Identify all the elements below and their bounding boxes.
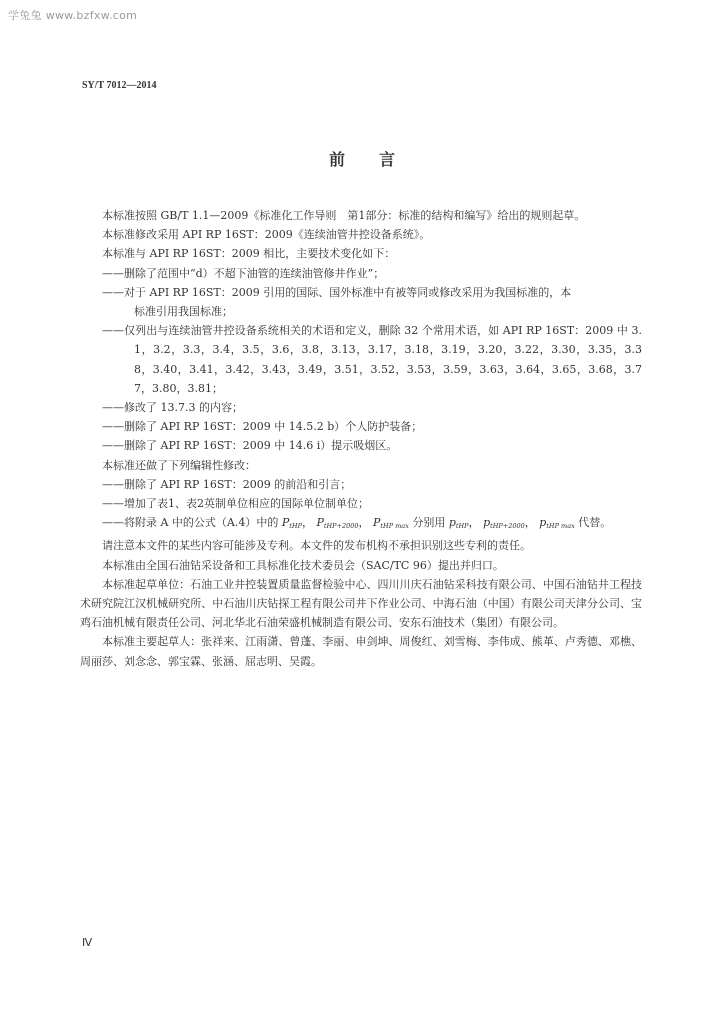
formula-sentence-mid: 分别用 bbox=[412, 516, 446, 530]
page-number: Ⅳ bbox=[82, 937, 93, 949]
formula-symbol: $p_{tHP}$ bbox=[448, 516, 469, 531]
paragraph-drafting-units: 本标准起草单位：石油工业井控装置质量监督检验中心、四川川庆石油钻采科技有限公司、中国石油钻井工程技术研究院江汉机械研究所、中石油川庆钻探工程有限公司井下作业公司、中海石油（中国）有限公司天津分公司、宝鸡石油机械有限责任公司、河北华北石油荣盛机械制造有限公司、安东石油技术（集团）有限公司。 bbox=[80, 577, 642, 630]
standard-code-header: SY/T 7012—2014 bbox=[82, 80, 157, 91]
paragraph-committee: 本标准由全国石油钻采设备和工具标准化技术委员会（SAC/TC 96）提出并归口。 bbox=[102, 558, 504, 572]
page-title: 前言 bbox=[328, 150, 429, 169]
list-item-editorial-1: ——删除了 API RP 16ST：2009 的前沿和引言； bbox=[102, 477, 352, 491]
watermark: 学兔兔 www.bzfxw.com bbox=[8, 9, 138, 22]
paragraph-editorial-intro: 本标准还做了下列编辑性修改： bbox=[102, 458, 256, 472]
list-item-change-6: ——删除了 API RP 16ST：2009 中 14.6 i）提示吸烟区。 bbox=[102, 439, 398, 453]
list-item-editorial-2: ——增加了表1、表2英制单位相应的国际单位制单位； bbox=[102, 497, 369, 511]
paragraph-patent-notice: 请注意本文件的某些内容可能涉及专利。本文件的发布机构不承担识别这些专利的责任。 bbox=[102, 539, 531, 553]
foreword-body bbox=[80, 206, 642, 671]
list-item-change-5: ——删除了 API RP 16ST：2009 中 14.5.2 b）个人防护装备； bbox=[102, 420, 423, 434]
formula-sentence-start: ——将附录 A 中的公式（A.4）中的 bbox=[102, 516, 279, 530]
paragraph-changes-intro: 本标准与 API RP 16ST：2009 相比，主要技术变化如下： bbox=[102, 247, 396, 261]
list-item-change-2-continued: 标准引用我国标准； bbox=[134, 305, 233, 319]
paragraph-drafting-rules: 本标准按照 GB/T 1.1—2009《标准化工作导则 第1部分：标准的结构和编写》给出的规则起草。 bbox=[102, 209, 586, 222]
list-item-change-2: ——对于 API RP 16ST：2009 引用的国际、国外标准中有被等同或修改采用为我国标准的，本 bbox=[102, 285, 572, 299]
formula-symbol: $p_{tHP+2000}$ bbox=[483, 516, 525, 531]
formula-symbol: $p_{tHP max}$ bbox=[539, 516, 575, 531]
paragraph-drafters: 本标准主要起草人：张祥来、江雨潇、曾蓬、李丽、申剑坤、周俊红、刘雪梅、李伟成、熊革、卢秀德、邓樵、周丽莎、刘念念、郭宝霖、张涵、屈志明、吴霞。 bbox=[80, 635, 642, 668]
formula-symbol: $P_{tHP max}$ bbox=[373, 516, 409, 531]
formula-symbol: $P_{tHP}$ bbox=[281, 516, 302, 531]
list-item-change-4: ——修改了 13.7.3 的内容； bbox=[102, 401, 243, 415]
list-item-editorial-3: ——将附录 A 中的公式（A.4）中的 $P_{tHP}$， $P_{tHP+2000}$， $P_{tHP max}$ 分别用 $p_{tHP}$， $p_{tHP+2000}$， $p_{tHP max}$ 代替。 bbox=[102, 516, 612, 531]
formula-symbol: $P_{tHP+2000}$ bbox=[316, 516, 359, 531]
list-item-change-3: ——仅列出与连续油管井控设备系统相关的术语和定义，删除 32 个常用术语，如 API RP 16ST：2009 中 3.1，3.2，3.3，3.4，3.5，3.6，3.8，3.13，3.17，3.18，3.19，3.20，3.22，3.30，3.35，3.38，3.40，3.41，3.42，3.43，3.49，3.51，3.52，3.53，3.59，3.63，3.64，3.65，3.68，3.77，3.80，3.81； bbox=[102, 324, 642, 395]
formula-sentence-end: 代替。 bbox=[578, 516, 612, 530]
list-item-change-1: ——删除了范围中“d）不超下油管的连续油管修井作业”； bbox=[102, 266, 385, 280]
paragraph-adoption: 本标准修改采用 API RP 16ST：2009《连续油管井控设备系统》。 bbox=[102, 228, 431, 242]
